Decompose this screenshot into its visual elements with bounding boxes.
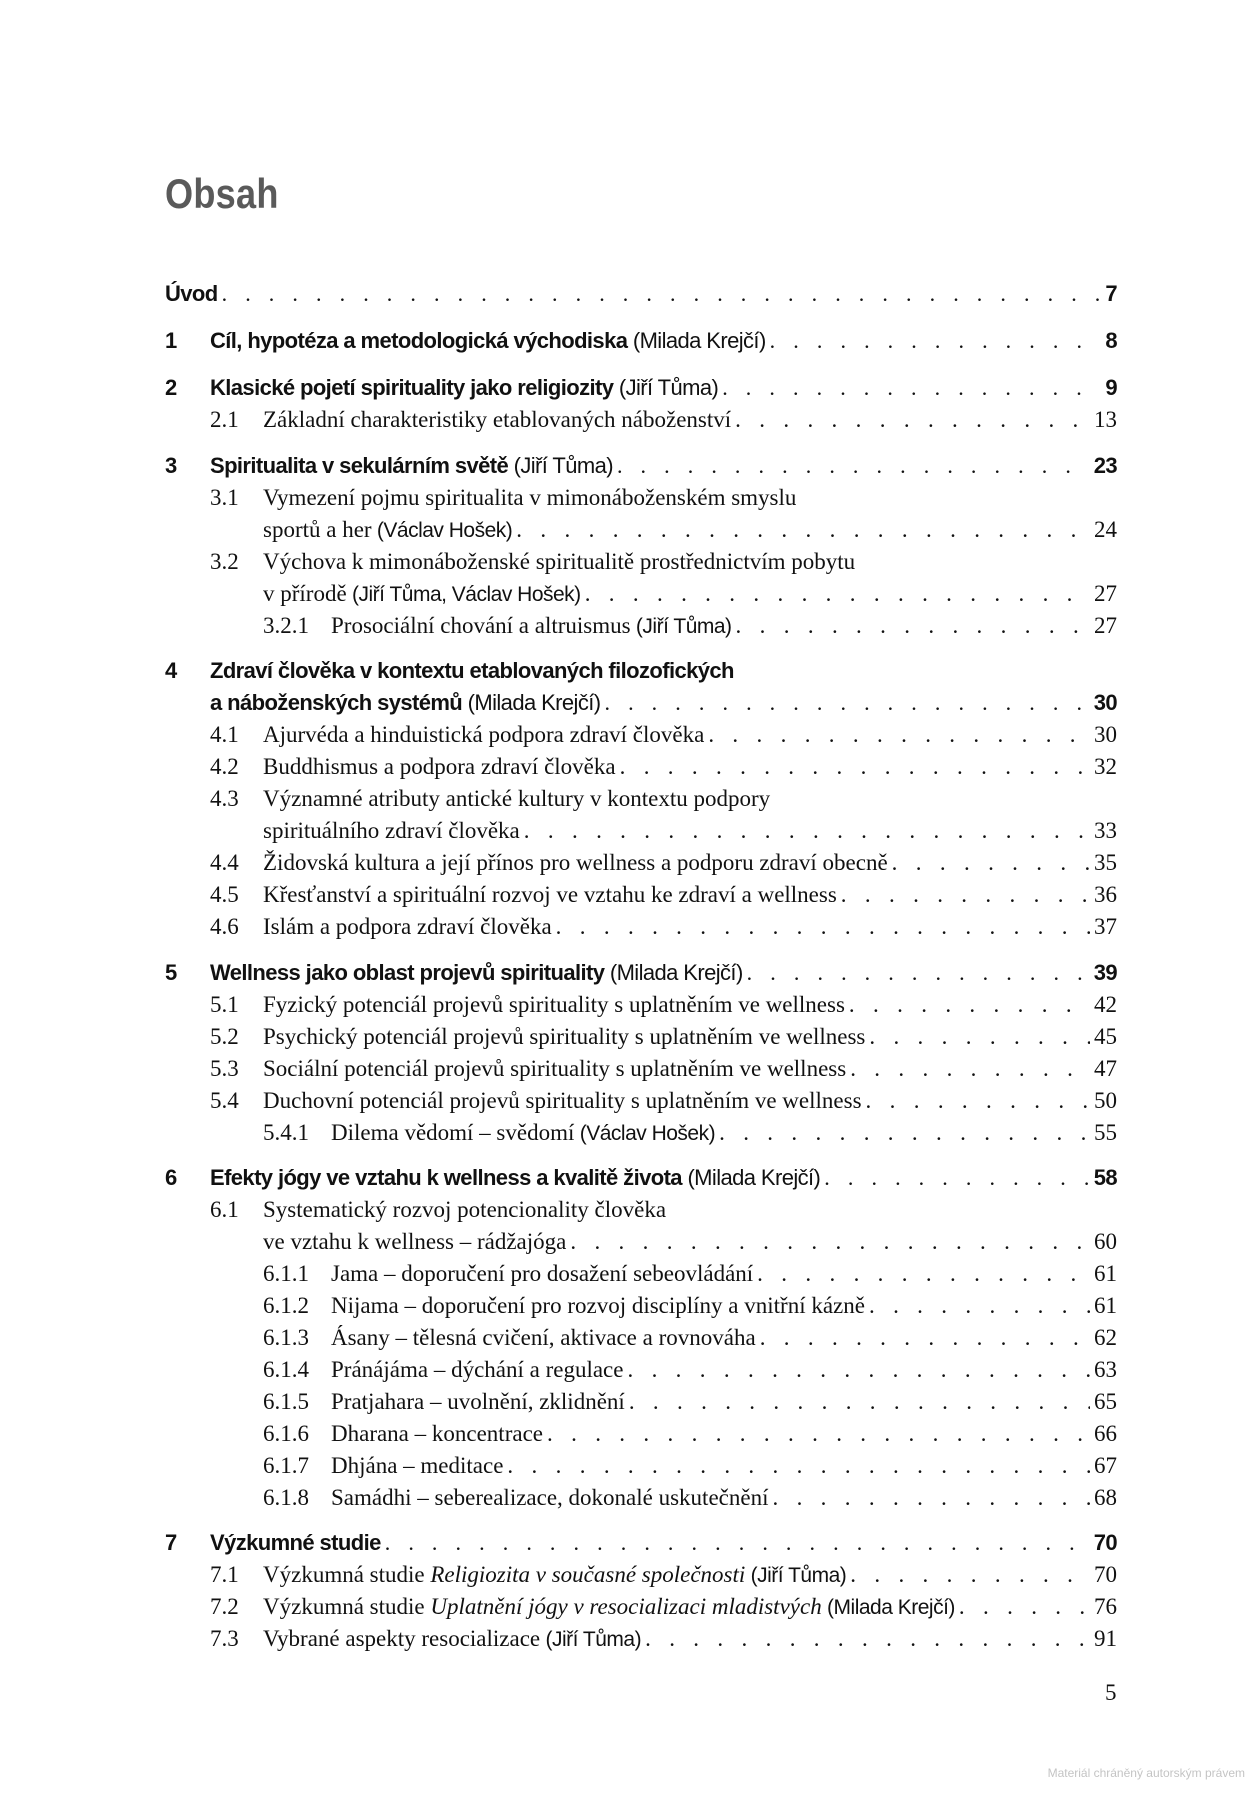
dot-leader — [757, 1258, 1090, 1290]
toc-entry-title: Pránájáma – dýchání a regulace — [331, 1357, 624, 1382]
toc-entry-title: Výzkumná studie — [263, 1562, 431, 1587]
toc-subsection-6-1-3 — [263, 1322, 1117, 1354]
toc-page-number: 7 — [1105, 281, 1117, 306]
dot-leader — [736, 610, 1090, 642]
toc-section-4-6 — [210, 911, 1117, 943]
toc-entry-title: Výchova k mimonáboženské spiritualitě prostřednictvím pobytu — [263, 549, 856, 574]
toc-subsection-number: 6.1.8 — [263, 1485, 309, 1510]
toc-section-number: 4.6 — [210, 914, 239, 939]
toc-section-number: 2.1 — [210, 407, 239, 432]
toc-entry-title: Ásany – tělesná cvičení, aktivace a rovnováha — [331, 1325, 756, 1350]
toc-chapter-2 — [165, 372, 1117, 404]
toc-entry-title: Cíl, hypotéza a metodologická východiska — [210, 328, 628, 353]
toc-entry-title-continued: ve vztahu k wellness – rádžajóga — [263, 1229, 567, 1254]
toc-entry-author: (Milada Krejčí) — [681, 1165, 821, 1190]
dot-leader — [959, 1591, 1090, 1623]
toc-subsection-6-1-7 — [263, 1450, 1117, 1482]
toc-page-number: 27 — [1094, 581, 1117, 606]
toc-entry-title: Vybrané aspekty resocializace — [263, 1626, 541, 1651]
toc-entry-title: Duchovní potenciál projevů spirituality s uplatněním ve wellness — [263, 1088, 862, 1113]
toc-chapter-number: 3 — [165, 453, 177, 478]
dot-leader — [629, 1386, 1090, 1418]
toc-entry-author: (Jiří Tůma, Václav Hošek) — [346, 583, 581, 606]
dot-leader — [869, 1021, 1090, 1053]
toc-entry-author: (Jiří Tůma) — [508, 453, 613, 478]
dot-leader — [892, 847, 1090, 879]
toc-entry-title: Prosociální chování a altruismus — [331, 613, 631, 638]
toc-subsection-6-1-1 — [263, 1258, 1117, 1290]
toc-chapter-6 — [165, 1162, 1117, 1194]
dot-leader — [507, 1450, 1090, 1482]
toc-entry-title: Psychický potenciál projevů spirituality s uplatněním ve wellness — [263, 1024, 866, 1049]
toc-section-5-2 — [210, 1021, 1117, 1053]
toc-subsection-number: 5.4.1 — [263, 1120, 309, 1145]
dot-leader — [722, 372, 1101, 404]
toc-section-number: 4.3 — [210, 786, 239, 811]
toc-page-number: 63 — [1094, 1357, 1117, 1382]
toc-subsection-6-1-6 — [263, 1418, 1117, 1450]
toc-chapter-5 — [165, 957, 1117, 989]
toc-section-7-2 — [210, 1591, 1117, 1623]
toc-chapter-number: 6 — [165, 1165, 177, 1190]
toc-entry-study-title: Uplatnění jógy v resocializaci mladistvých — [430, 1594, 822, 1619]
toc-section-number: 5.3 — [210, 1056, 239, 1081]
toc-entry-author: (Jiří Tůma) — [540, 1628, 642, 1651]
toc-chapter-number: 2 — [165, 375, 177, 400]
toc-entry-author: (Milada Krejčí) — [821, 1596, 955, 1619]
dot-leader — [772, 1482, 1090, 1514]
toc-section-number: 4.4 — [210, 850, 239, 875]
toc-subsection-number: 6.1.3 — [263, 1325, 309, 1350]
toc-entry-title: Dilema vědomí – svědomí — [331, 1120, 575, 1145]
dot-leader — [824, 1162, 1089, 1194]
toc-section-5-1 — [210, 989, 1117, 1021]
toc-subsection-number: 3.2.1 — [263, 613, 309, 638]
dot-leader — [708, 719, 1090, 751]
toc-chapter-3 — [165, 450, 1117, 482]
toc-entry-title: Základní charakteristiky etablovaných náboženství — [263, 407, 732, 432]
toc-subsection-number: 6.1.6 — [263, 1421, 309, 1446]
toc-section-number: 7.1 — [210, 1562, 239, 1587]
dot-leader — [524, 815, 1090, 847]
toc-subsection-number: 6.1.7 — [263, 1453, 309, 1478]
toc-page-number: 70 — [1093, 1530, 1117, 1555]
dot-leader — [866, 1085, 1090, 1117]
toc-section-4-4 — [210, 847, 1117, 879]
toc-section-number: 4.2 — [210, 754, 239, 779]
toc-page-number: 36 — [1094, 882, 1117, 907]
toc-subsection-number: 6.1.4 — [263, 1357, 309, 1382]
dot-leader — [869, 1290, 1090, 1322]
toc-section-number: 6.1 — [210, 1197, 239, 1222]
toc-section-number: 4.1 — [210, 722, 239, 747]
toc-page-number: 68 — [1094, 1485, 1117, 1510]
toc-page-number: 9 — [1105, 375, 1117, 400]
toc-entry-title-continued: spirituálního zdraví člověka — [263, 818, 520, 843]
dot-leader — [841, 879, 1090, 911]
dot-leader — [547, 1418, 1090, 1450]
toc-entry-author: (Milada Krejčí) — [462, 690, 601, 715]
toc-page-number: 45 — [1094, 1024, 1117, 1049]
toc-subsection-number: 6.1.2 — [263, 1293, 309, 1318]
dot-leader — [719, 1117, 1090, 1149]
toc-entry-title: Zdraví člověka v kontextu etablovaných filozofických — [210, 658, 734, 683]
toc-page-number: 42 — [1094, 992, 1117, 1017]
toc-section-3-2 — [210, 546, 1117, 610]
toc-section-4-3 — [210, 783, 1117, 847]
toc-entry-title: Samádhi – seberealizace, dokonalé uskutečnění — [331, 1485, 769, 1510]
toc-entry-author: (Jiří Tůma) — [613, 375, 719, 400]
toc-entry-author: (Václav Hošek) — [574, 1122, 716, 1145]
toc-page-number: 67 — [1094, 1453, 1117, 1478]
toc-chapter-7 — [165, 1527, 1117, 1559]
toc-chapter-number: 7 — [165, 1530, 177, 1555]
dot-leader — [620, 751, 1090, 783]
toc-subsection-3-2-1 — [263, 610, 1117, 642]
toc-entry-author: (Jiří Tůma) — [745, 1564, 847, 1587]
toc-entry-title: Fyzický potenciál projevů spirituality s uplatněním ve wellness — [263, 992, 845, 1017]
toc-entry-title: Významné atributy antické kultury v kontextu podpory — [263, 786, 771, 811]
toc-entry-author: (Milada Krejčí) — [604, 960, 743, 985]
toc-page-number: 37 — [1094, 914, 1117, 939]
toc-entry-title: Systematický rozvoj potencionality člověka — [263, 1197, 667, 1222]
toc-entry-title: Klasické pojetí spirituality jako religiozity — [210, 375, 614, 400]
toc-section-3-1 — [210, 482, 1117, 546]
toc-page-number: 61 — [1094, 1261, 1117, 1286]
dot-leader — [556, 911, 1090, 943]
dot-leader — [627, 1354, 1090, 1386]
toc-entry-title: Výzkumná studie — [263, 1594, 431, 1619]
toc-entry-title: Sociální potenciál projevů spirituality s uplatněním ve wellness — [263, 1056, 847, 1081]
toc-section-number: 7.3 — [210, 1626, 239, 1651]
dot-leader — [760, 1322, 1090, 1354]
toc-page-number: 55 — [1094, 1120, 1117, 1145]
toc-entry-title: Vymezení pojmu spiritualita v mimonáboženském smyslu — [263, 485, 797, 510]
toc-subsection-6-1-8 — [263, 1482, 1117, 1514]
toc-subsection-5-4-1 — [263, 1117, 1117, 1149]
toc-entry-title: Jama – doporučení pro dosažení sebeovládání — [331, 1261, 754, 1286]
dot-leader — [385, 1527, 1090, 1559]
toc-entry-study-title: Religiozita v současné společnosti — [430, 1562, 746, 1587]
toc-section-number: 7.2 — [210, 1594, 239, 1619]
toc-page-number: 76 — [1094, 1594, 1117, 1619]
dot-leader — [604, 687, 1089, 719]
dot-leader — [735, 404, 1090, 436]
toc-page-number: 35 — [1094, 850, 1117, 875]
toc-entry-title: Dhjána – meditace — [331, 1453, 504, 1478]
toc-subsection-6-1-5 — [263, 1386, 1117, 1418]
toc-page-number: 27 — [1094, 613, 1117, 638]
toc-section-5-4 — [210, 1085, 1117, 1117]
toc-entry-title-continued: a náboženských systémů — [210, 690, 463, 715]
toc-page-number: 30 — [1093, 690, 1117, 715]
toc-entry-title: Efekty jógy ve vztahu k wellness a kvalitě života — [210, 1165, 682, 1190]
toc-section-number: 3.1 — [210, 485, 239, 510]
toc-section-4-5 — [210, 879, 1117, 911]
dot-leader — [850, 1053, 1090, 1085]
page-title: Obsah — [165, 170, 279, 217]
toc-entry-title: Ajurvéda a hinduistická podpora zdraví člověka — [263, 722, 705, 747]
toc-entry-title: Wellness jako oblast projevů spirituality — [210, 960, 605, 985]
toc-subsection-6-1-2 — [263, 1290, 1117, 1322]
toc-page-number: 66 — [1094, 1421, 1117, 1446]
toc-page-number: 58 — [1093, 1165, 1117, 1190]
toc-entry-author: (Václav Hošek) — [371, 519, 513, 542]
toc-entry-title: Židovská kultura a její přínos pro wellness a podporu zdraví obecně — [263, 850, 888, 875]
toc-page-number: 70 — [1094, 1562, 1117, 1587]
toc-subsection-number: 6.1.1 — [263, 1261, 309, 1286]
toc-chapter-number: 1 — [165, 328, 177, 353]
toc-page-number: 62 — [1094, 1325, 1117, 1350]
toc-entry-intro — [165, 278, 1117, 310]
toc-entry-title: Spiritualita v sekulárním světě — [210, 453, 509, 478]
dot-leader — [516, 514, 1090, 546]
dot-leader — [770, 325, 1102, 357]
toc-subsection-number: 6.1.5 — [263, 1389, 309, 1414]
dot-leader — [747, 957, 1090, 989]
toc-entry-title: Islám a podpora zdraví člověka — [263, 914, 552, 939]
toc-section-number: 5.2 — [210, 1024, 239, 1049]
toc-section-6-1 — [210, 1194, 1117, 1258]
toc-entry-title: Buddhismus a podpora zdraví člověka — [263, 754, 616, 779]
toc-page-number: 65 — [1094, 1389, 1117, 1414]
toc-entry-author: (Milada Krejčí) — [627, 328, 766, 353]
toc-page-number: 8 — [1105, 328, 1117, 353]
toc-page-number: 61 — [1094, 1293, 1117, 1318]
toc-section-number: 4.5 — [210, 882, 239, 907]
toc-entry-title-continued: sportů a her — [263, 517, 372, 542]
toc-page-number: 33 — [1094, 818, 1117, 843]
toc-page-number: 13 — [1094, 407, 1117, 432]
toc-chapter-1 — [165, 325, 1117, 357]
dot-leader — [849, 989, 1090, 1021]
toc-page-number: 60 — [1094, 1229, 1117, 1254]
toc-page-number: 39 — [1093, 960, 1117, 985]
dot-leader — [850, 1559, 1090, 1591]
toc-entry-title: Nijama – doporučení pro rozvoj disciplíny a vnitřní kázně — [331, 1293, 865, 1318]
toc-entry-title: Křesťanství a spirituální rozvoj ve vztahu ke zdraví a wellness — [263, 882, 837, 907]
toc-entry-title: Výzkumné studie — [210, 1530, 381, 1555]
toc-chapter-number: 4 — [165, 658, 177, 683]
dot-leader — [570, 1226, 1090, 1258]
toc-entry-title: Dharana – koncentrace — [331, 1421, 543, 1446]
toc-section-4-1 — [210, 719, 1117, 751]
toc-entry-title-continued: v přírodě — [263, 581, 347, 606]
toc-chapter-number: 5 — [165, 960, 177, 985]
toc-section-2-1 — [210, 404, 1117, 436]
dot-leader — [222, 278, 1102, 310]
toc-section-number: 3.2 — [210, 549, 239, 574]
toc-chapter-4 — [165, 655, 1117, 719]
toc-page-number: 23 — [1093, 453, 1117, 478]
toc-page-number: 30 — [1094, 722, 1117, 747]
toc-subsection-6-1-4 — [263, 1354, 1117, 1386]
toc-section-7-3 — [210, 1623, 1117, 1655]
toc-page-number: 47 — [1094, 1056, 1117, 1081]
dot-leader — [585, 578, 1090, 610]
toc-section-7-1 — [210, 1559, 1117, 1591]
dot-leader — [645, 1623, 1090, 1655]
toc-section-number: 5.1 — [210, 992, 239, 1017]
toc-entry-title: Pratjahara – uvolnění, zklidnění — [331, 1389, 625, 1414]
toc-entry-title: Úvod — [165, 281, 218, 306]
toc-page-number: 91 — [1094, 1626, 1117, 1651]
toc-section-5-3 — [210, 1053, 1117, 1085]
toc-section-4-2 — [210, 751, 1117, 783]
dot-leader — [617, 450, 1090, 482]
toc-section-number: 5.4 — [210, 1088, 239, 1113]
page-number: 5 — [1105, 1680, 1117, 1705]
toc-entry-author: (Jiří Tůma) — [630, 615, 732, 638]
toc-page-number: 50 — [1094, 1088, 1117, 1113]
copyright-watermark: Materiál chráněný autorským právem — [1047, 1766, 1245, 1780]
toc-page-number: 24 — [1094, 517, 1117, 542]
toc-page-number: 32 — [1094, 754, 1117, 779]
